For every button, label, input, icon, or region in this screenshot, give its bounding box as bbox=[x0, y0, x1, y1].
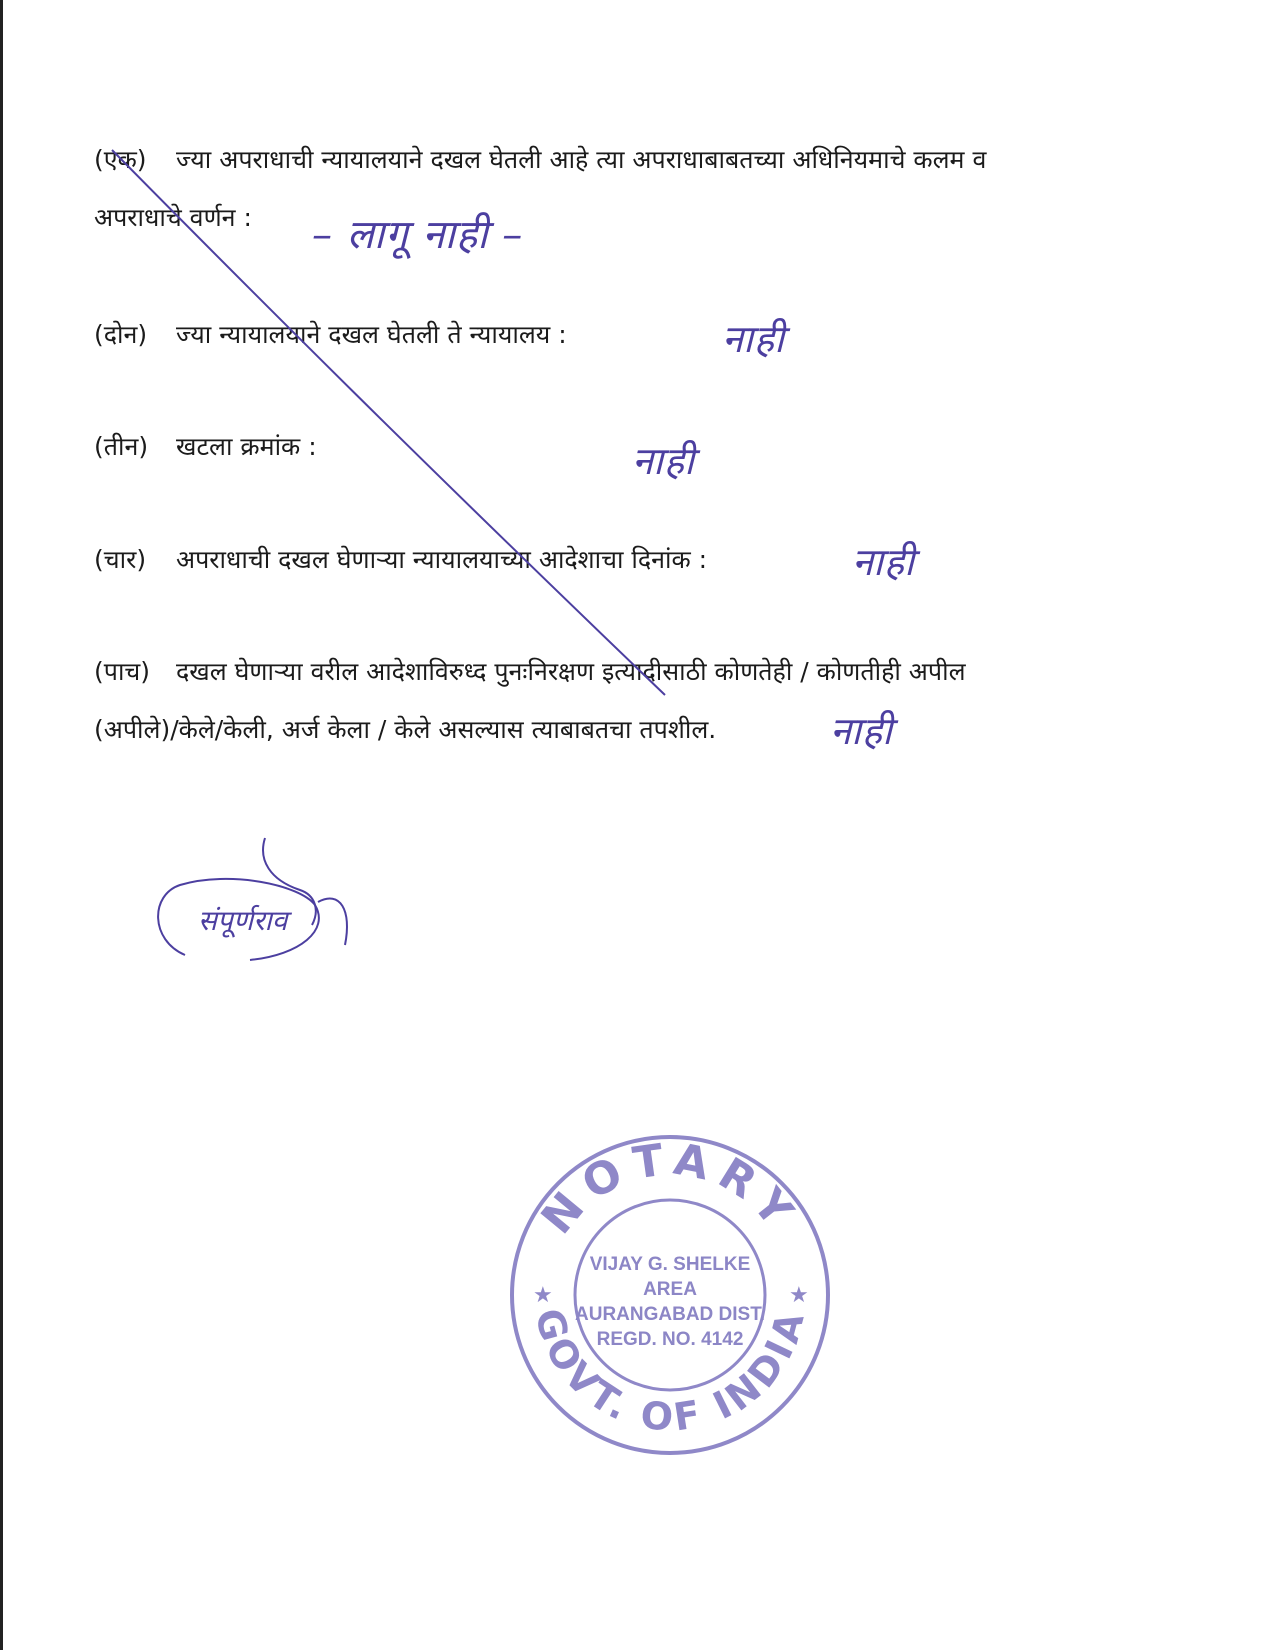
stamp-line-3: AURANGABAD DIST. bbox=[575, 1304, 765, 1325]
stamp-outer-top: NOTARY bbox=[531, 1133, 809, 1244]
item-4-text: अपराधाची दखल घेणाऱ्या न्यायालयाच्या आदेशाचा दिनांक : bbox=[176, 545, 708, 574]
signature-text: संपूर्णराव bbox=[198, 904, 288, 937]
item-3-label: (तीन) bbox=[94, 432, 149, 461]
stamp-star-left-icon: ★ bbox=[533, 1283, 553, 1308]
item-5-handwritten-answer: नाही bbox=[830, 709, 893, 753]
item-2-text: ज्या न्यायालयाने दखल घेतली ते न्यायालय : bbox=[176, 320, 567, 349]
stamp-star-right-icon: ★ bbox=[789, 1283, 809, 1308]
item-4-label: (चार) bbox=[94, 545, 147, 574]
diagonal-strike-line bbox=[112, 150, 665, 695]
stamp-outer-bottom: GOVT. OF INDIA bbox=[526, 1303, 814, 1441]
stamp-inner-text bbox=[505, 1252, 835, 1352]
notary-stamp bbox=[505, 1130, 835, 1460]
item-3-handwritten-answer: नाही bbox=[632, 439, 695, 483]
item-3-text: खटला क्रमांक : bbox=[176, 432, 317, 461]
item-1-continuation: अपराधाचे वर्णन : bbox=[94, 203, 252, 232]
item-2-label: (दोन) bbox=[94, 320, 148, 349]
item-5-label: (पाच) bbox=[94, 657, 151, 686]
item-5-text: दखल घेणाऱ्या वरील आदेशाविरुध्द पुनःनिरक्षण इत्यादीसाठी कोणतेही / कोणतीही अपील bbox=[176, 657, 966, 686]
item-5-continuation: (अपीले)/केले/केली, अर्ज केला / केले असल्यास त्याबाबतचा तपशील. bbox=[94, 715, 717, 744]
signature bbox=[158, 838, 347, 960]
stamp-line-1: VIJAY G. SHELKE bbox=[589, 1254, 751, 1275]
item-1-text: ज्या अपराधाची न्यायालयाने दखल घेतली आहे त्या अपराधाबाबतच्या अधिनियमाचे कलम व bbox=[176, 145, 987, 174]
item-4-handwritten-answer: नाही bbox=[852, 540, 915, 584]
item-1-handwritten-answer: – लागू नाही – bbox=[312, 212, 524, 258]
stamp-line-4: REGD. NO. 4142 bbox=[596, 1329, 744, 1350]
item-2-handwritten-answer: नाही bbox=[722, 317, 785, 361]
stamp-line-2: AREA bbox=[643, 1279, 697, 1300]
item-1-label: (एक) bbox=[94, 145, 147, 174]
